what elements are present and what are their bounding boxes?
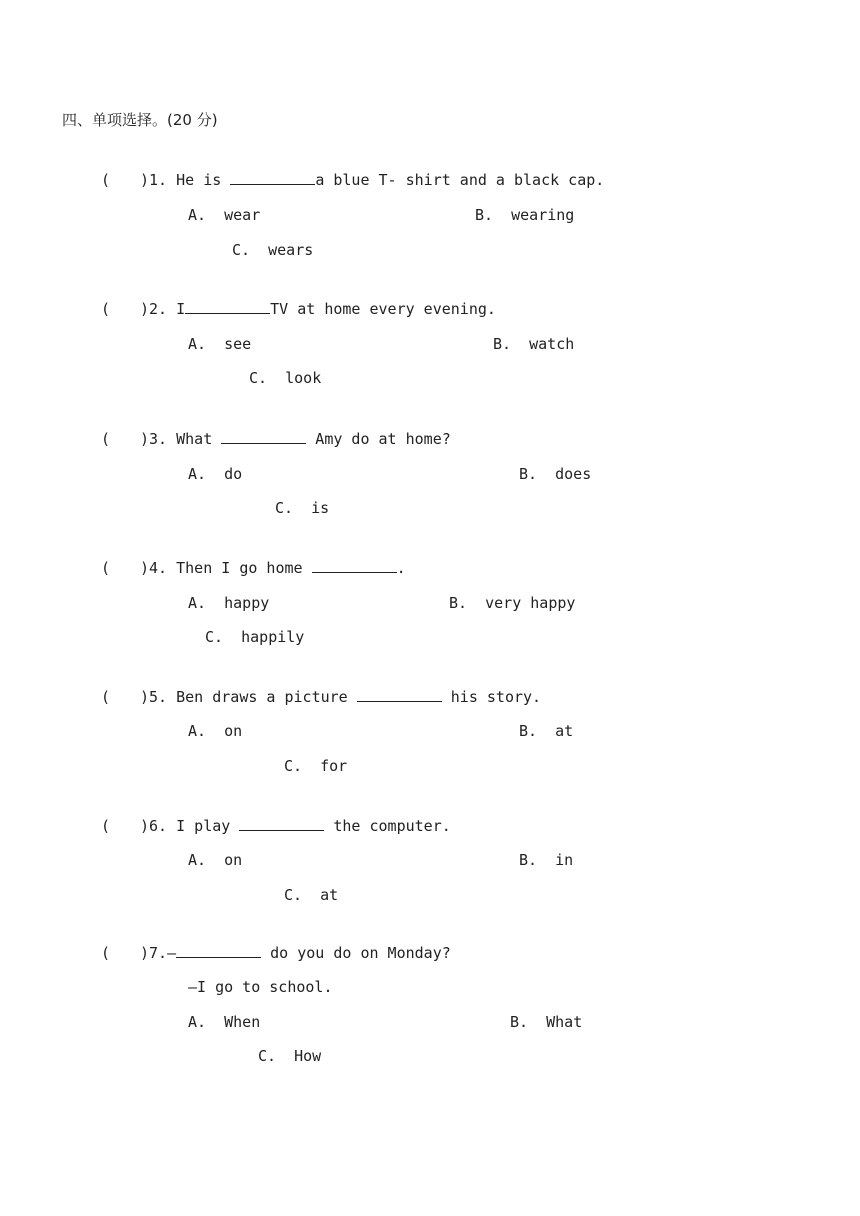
option-b: B. watch bbox=[493, 335, 575, 353]
option-c: C. look bbox=[249, 369, 322, 387]
question-stem bbox=[140, 688, 541, 706]
stem-text-after: do you do on Monday? bbox=[261, 944, 451, 962]
question-number: )7. bbox=[140, 944, 168, 962]
option-a: A. wear bbox=[188, 206, 261, 224]
stem-text-after: TV at home every evening. bbox=[270, 300, 496, 318]
option-a: A. happy bbox=[188, 594, 270, 612]
option-a: A. see bbox=[188, 335, 252, 353]
question-number: )3. bbox=[140, 430, 168, 448]
stem-text-before: What bbox=[167, 430, 222, 448]
stem-text-before: Then I go home bbox=[167, 559, 312, 577]
dialogue-reply: —I go to school. bbox=[188, 978, 333, 996]
answer-blank bbox=[221, 431, 306, 444]
option-c: C. How bbox=[258, 1047, 322, 1065]
option-b: B. wearing bbox=[475, 206, 575, 224]
answer-paren-open: ( bbox=[101, 688, 111, 706]
answer-paren-open: ( bbox=[101, 171, 111, 189]
question-stem bbox=[140, 944, 451, 962]
answer-blank bbox=[357, 689, 442, 702]
option-b: B. at bbox=[519, 722, 574, 740]
question-number: )6. bbox=[140, 817, 168, 835]
section-title: 四、单项选择。(20 分) bbox=[62, 111, 218, 129]
stem-text-after: Amy do at home? bbox=[306, 430, 451, 448]
option-c: C. wears bbox=[232, 241, 314, 259]
answer-blank bbox=[312, 560, 397, 573]
question-stem bbox=[140, 817, 451, 835]
question-number: )4. bbox=[140, 559, 168, 577]
answer-paren-open: ( bbox=[101, 300, 111, 318]
option-b: B. What bbox=[510, 1013, 583, 1031]
answer-paren-open: ( bbox=[101, 559, 111, 577]
option-c: C. for bbox=[284, 757, 348, 775]
question-stem bbox=[140, 430, 451, 448]
answer-blank bbox=[185, 301, 270, 314]
option-a: A. on bbox=[188, 722, 243, 740]
question-number: )5. bbox=[140, 688, 168, 706]
stem-text-after: his story. bbox=[441, 688, 542, 706]
question-stem bbox=[140, 171, 604, 189]
option-c: C. is bbox=[275, 499, 330, 517]
option-b: B. very happy bbox=[449, 594, 576, 612]
option-a: A. on bbox=[188, 851, 243, 869]
stem-text-before: He is bbox=[167, 171, 231, 189]
option-b: B. does bbox=[519, 465, 592, 483]
question-number: )1. bbox=[140, 171, 168, 189]
question-stem bbox=[140, 300, 496, 318]
option-b: B. in bbox=[519, 851, 574, 869]
stem-text-before: — bbox=[167, 944, 177, 962]
answer-paren-open: ( bbox=[101, 817, 111, 835]
question-number: )2. bbox=[140, 300, 168, 318]
answer-blank bbox=[230, 172, 315, 185]
question-stem bbox=[140, 559, 406, 577]
stem-text-after: a blue T- shirt and a black cap. bbox=[315, 171, 605, 189]
stem-text-after: . bbox=[396, 559, 406, 577]
option-c: C. happily bbox=[205, 628, 305, 646]
answer-paren-open: ( bbox=[101, 430, 111, 448]
answer-paren-open: ( bbox=[101, 944, 111, 962]
stem-text-after: the computer. bbox=[324, 817, 451, 835]
stem-text-before: I play bbox=[167, 817, 240, 835]
option-a: A. When bbox=[188, 1013, 261, 1031]
answer-blank bbox=[239, 818, 324, 831]
option-a: A. do bbox=[188, 465, 243, 483]
answer-blank bbox=[176, 945, 261, 958]
option-c: C. at bbox=[284, 886, 339, 904]
stem-text-before: I bbox=[167, 300, 186, 318]
stem-text-before: Ben draws a picture bbox=[167, 688, 357, 706]
